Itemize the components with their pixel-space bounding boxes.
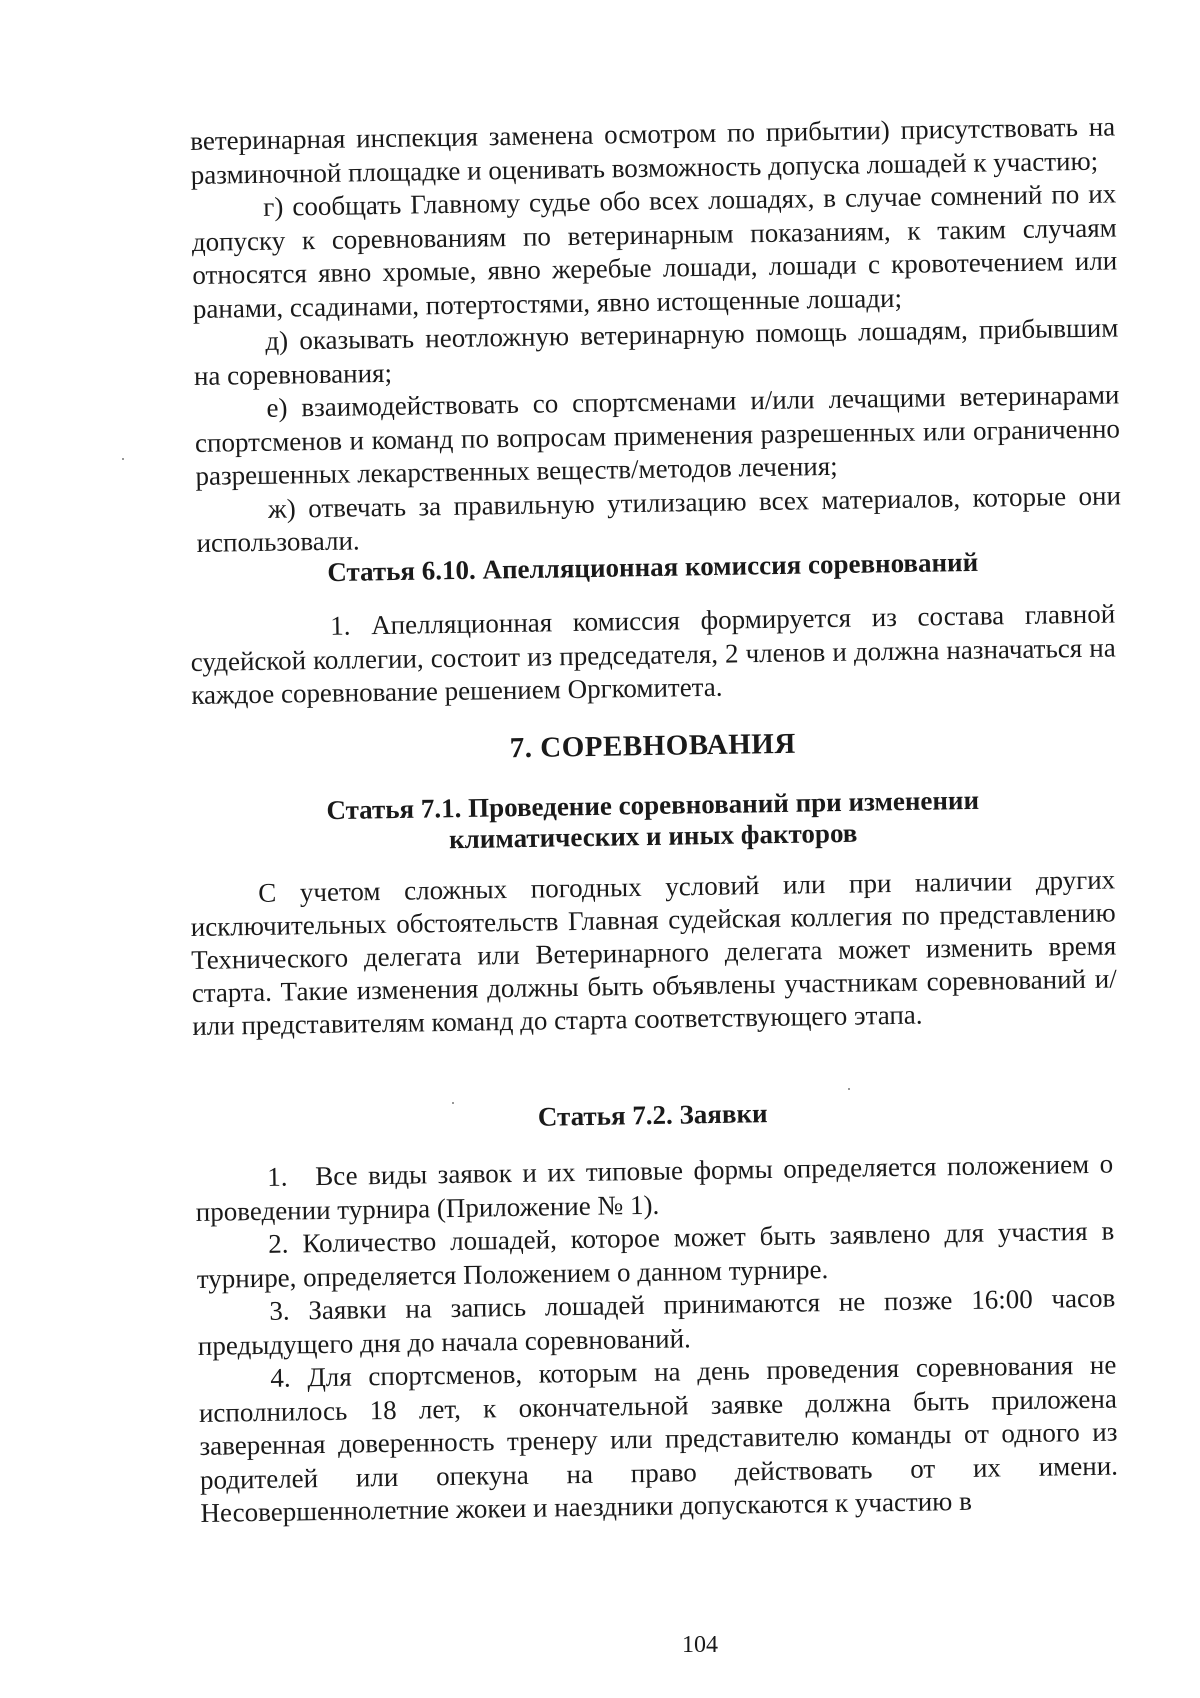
article-6-10-body xyxy=(190,597,1116,712)
article-7-1-heading xyxy=(190,783,1116,860)
article-7-1-body xyxy=(190,863,1117,1043)
article-7-2-item-2: 2. Количество лошадей, которое может быть заявлено для участия в турнире, определяется Положением о данном турнире. xyxy=(196,1215,1115,1294)
scan-speck xyxy=(122,458,124,460)
paragraph-item-zh: ж) отвечать за правильную утилизацию всех материалов, которые они использовали. xyxy=(196,479,1122,558)
continuation-text xyxy=(190,110,1122,560)
article-7-2-item-4: 4. Для спортсменов, которым на день проведения соревнования не исполнилось 18 лет, к окончательной заявке должна быть приложена заверенная доверенность тренеру или представителю команды от одного из родителей или опекуна на право действовать от их имени. Несовершеннолетние жокеи и наездники допускаются к участию в xyxy=(198,1349,1119,1528)
paragraph-item-d: д) оказывать неотложную ветеринарную помощь лошадям, прибывшим на соревнования; xyxy=(193,312,1119,391)
scan-speck xyxy=(848,1088,850,1090)
item-1-text: Все виды заявок и их типовые формы определяется положением о проведении турнира (Приложение № 1). xyxy=(195,1148,1114,1227)
article-7-2-item-3: 3. Заявки на запись лошадей принимаются не позже 16:00 часов предыдущего дня до начала соревнований. xyxy=(197,1282,1116,1361)
paragraph-item-e: е) взаимодействовать со спортсменами и/или лечащими ветеринарами спортсменов и команд по вопросам применения разрешенных или ограниченно разрешенных лекарственных веществ/методов лечения; xyxy=(194,379,1121,491)
page-number: 104 xyxy=(682,1632,718,1658)
article-7-2-heading: Статья 7.2. Заявки xyxy=(537,1098,768,1132)
paragraph-veterinary-inspection: ветеринарная инспекция заменена осмотром по прибытии) присутствовать на разминочной площадке и оценивать возможность допуска лошадей к участию; xyxy=(190,111,1116,190)
paragraph-item-g: г) сообщать Главному судье обо всех лошадях, в случае сомнений по их допуску к соревнованиям по ветеринарным показаниям, к таким случаям относятся явно хромые, явно жеребые лошади, лошади с кровотечением или ранами, ссадинами, потертостями, явно истощенные лошади; xyxy=(191,178,1118,324)
article-6-10-heading: Статья 6.10. Апелляционная комиссия соревнований xyxy=(327,546,979,588)
article-7-2-body xyxy=(195,1148,1119,1531)
article-6-10-paragraph: 1. Апелляционная комиссия формируется из состава главной судейской коллегии, состоит из председателя, 2 членов и должна назначаться на каждое соревнование решением Оргкомитета. xyxy=(190,598,1116,710)
section-7-heading: 7. СОРЕВНОВАНИЯ xyxy=(509,727,797,765)
article-7-1-heading-line2: климатических и иных факторов xyxy=(448,817,858,855)
article-7-1-heading-line1: Статья 7.1. Проведение соревнований при изменении xyxy=(326,784,980,826)
article-7-1-paragraph: С учетом сложных погодных условий или при наличии других исключительных обстоятельств Главная судейская коллегия по представлению Технического делегата или Ветеринарного делегата может изменить время старта. Такие изменения должны быть объявлены участникам соревнований и/или представителям команд до старта соответствующего этапа. xyxy=(190,864,1117,1041)
item-1-number: 1. xyxy=(267,1161,288,1192)
